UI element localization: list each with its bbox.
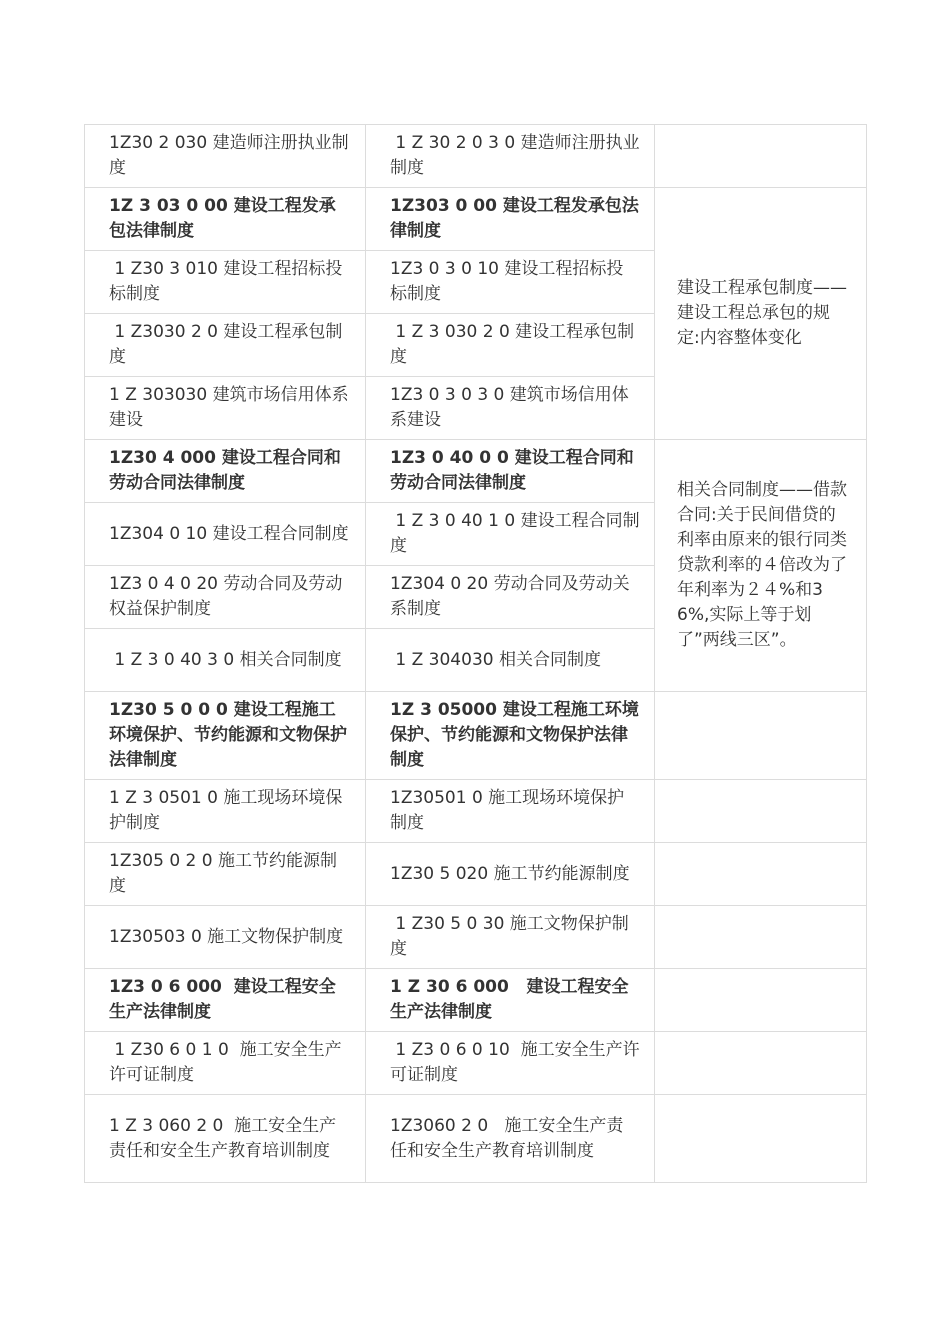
table-row <box>85 780 867 843</box>
table-row <box>85 1095 867 1183</box>
old-chapter-heading-cell: 1Z3 0 6 000 建设工程安全生产法律制度 <box>85 969 366 1032</box>
old-section-cell: 1Z30503 0 施工文物保护制度 <box>85 906 366 969</box>
new-section-cell: 1Z30 5 020 施工节约能源制度 <box>366 843 655 906</box>
old-section-cell: 1Z30 2 030 建造师注册执业制度 <box>85 125 366 188</box>
change-note-cell: 建设工程承包制度——建设工程总承包的规定:内容整体变化 <box>655 188 867 440</box>
old-section-cell: 1 Z 3 060 2 0 施工安全生产责任和安全生产教育培训制度 <box>85 1095 366 1183</box>
table-row <box>85 125 867 188</box>
change-note-cell <box>655 906 867 969</box>
table-row <box>85 1032 867 1095</box>
comparison-table <box>84 124 867 1183</box>
change-note-cell <box>655 780 867 843</box>
new-section-cell: 1Z30501 0 施工现场环境保护制度 <box>366 780 655 843</box>
new-chapter-heading-cell: 1Z3 0 40 0 0 建设工程合同和劳动合同法律制度 <box>366 440 655 503</box>
old-section-cell: 1Z305 0 2 0 施工节约能源制度 <box>85 843 366 906</box>
old-section-cell: 1 Z 303030 建筑市场信用体系建设 <box>85 377 366 440</box>
old-section-cell: 1 Z 3 0 40 3 0 相关合同制度 <box>85 629 366 692</box>
old-chapter-heading-cell: 1Z30 4 000 建设工程合同和劳动合同法律制度 <box>85 440 366 503</box>
old-section-cell: 1Z304 0 10 建设工程合同制度 <box>85 503 366 566</box>
new-chapter-heading-cell: 1Z 3 05000 建设工程施工环境保护、节约能源和文物保护法律制度 <box>366 692 655 780</box>
new-section-cell: 1 Z 3 030 2 0 建设工程承包制度 <box>366 314 655 377</box>
new-section-cell: 1Z3 0 3 0 3 0 建筑市场信用体系建设 <box>366 377 655 440</box>
table-row <box>85 188 867 251</box>
change-note-cell <box>655 969 867 1032</box>
new-section-cell: 1 Z30 5 0 30 施工文物保护制度 <box>366 906 655 969</box>
change-note-cell <box>655 125 867 188</box>
old-chapter-heading-cell: 1Z 3 03 0 00 建设工程发承包法律制度 <box>85 188 366 251</box>
table-row <box>85 969 867 1032</box>
new-chapter-heading-cell: 1 Z 30 6 000 建设工程安全生产法律制度 <box>366 969 655 1032</box>
old-section-cell: 1 Z 3 0501 0 施工现场环境保护制度 <box>85 780 366 843</box>
old-section-cell: 1Z3 0 4 0 20 劳动合同及劳动权益保护制度 <box>85 566 366 629</box>
table-row <box>85 692 867 780</box>
old-chapter-heading-cell: 1Z30 5 0 0 0 建设工程施工环境保护、节约能源和文物保护法律制度 <box>85 692 366 780</box>
table-row <box>85 906 867 969</box>
new-section-cell: 1Z304 0 20 劳动合同及劳动关系制度 <box>366 566 655 629</box>
new-chapter-heading-cell: 1Z303 0 00 建设工程发承包法律制度 <box>366 188 655 251</box>
new-section-cell: 1 Z3 0 6 0 10 施工安全生产许可证制度 <box>366 1032 655 1095</box>
change-note-cell: 相关合同制度——借款合同:关于民间借贷的利率由原来的银行同类贷款利率的４倍改为了年利率为２４%和36%,实际上等于划了”两线三区”。 <box>655 440 867 692</box>
change-note-cell <box>655 843 867 906</box>
change-note-cell <box>655 1095 867 1183</box>
table-row <box>85 440 867 503</box>
old-section-cell: 1 Z30 3 010 建设工程招标投标制度 <box>85 251 366 314</box>
new-section-cell: 1Z3060 2 0 施工安全生产责任和安全生产教育培训制度 <box>366 1095 655 1183</box>
new-section-cell: 1 Z 3 0 40 1 0 建设工程合同制度 <box>366 503 655 566</box>
change-note-cell <box>655 1032 867 1095</box>
change-note-cell <box>655 692 867 780</box>
new-section-cell: 1 Z 30 2 0 3 0 建造师注册执业制度 <box>366 125 655 188</box>
table-row <box>85 843 867 906</box>
new-section-cell: 1Z3 0 3 0 10 建设工程招标投标制度 <box>366 251 655 314</box>
old-section-cell: 1 Z3030 2 0 建设工程承包制度 <box>85 314 366 377</box>
new-section-cell: 1 Z 304030 相关合同制度 <box>366 629 655 692</box>
old-section-cell: 1 Z30 6 0 1 0 施工安全生产许可证制度 <box>85 1032 366 1095</box>
